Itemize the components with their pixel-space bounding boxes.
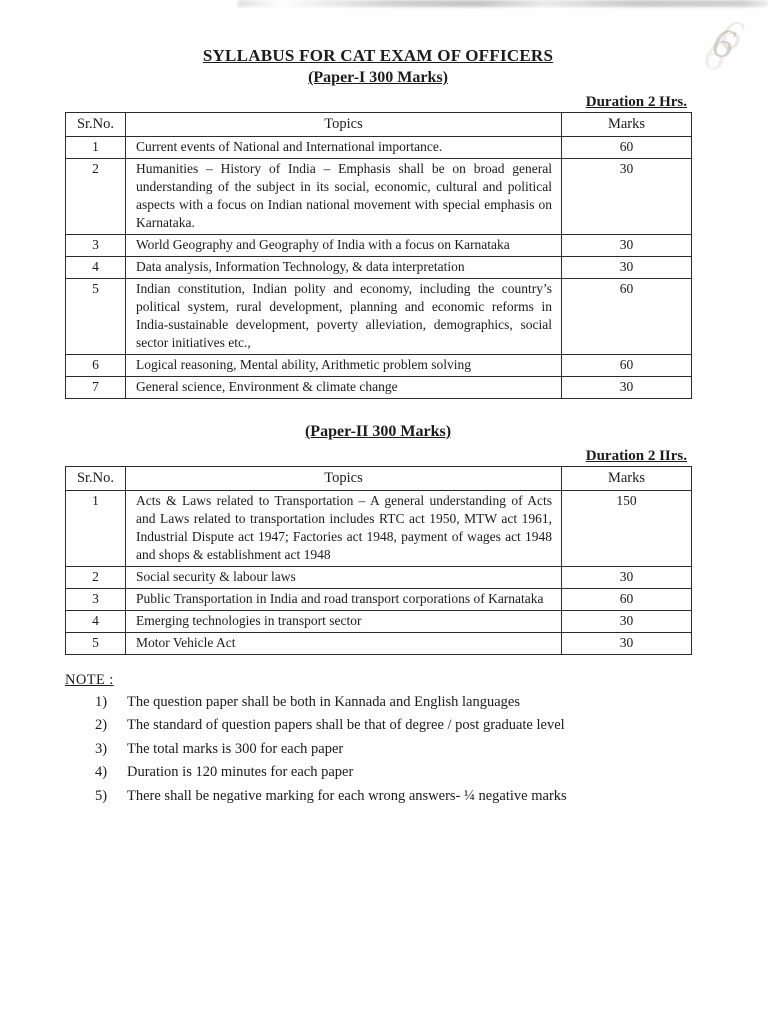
row-topic: Logical reasoning, Mental ability, Arithmetic problem solving: [126, 354, 562, 376]
document-content: [65, 46, 691, 806]
note-item-text: There shall be negative marking for each wrong answers- ¼ negative marks: [127, 787, 567, 804]
table-row: [66, 376, 692, 398]
column-header-srno: Sr.No.: [66, 466, 126, 490]
row-srno: 1: [66, 490, 126, 566]
row-topic: Acts & Laws related to Transportation – A general understanding of Acts and Laws related to transportation includes RTC act 1950, MTW act 1961, Industrial Dispute act 1947; Factories act 1948, payment of wages act 1948 and shops & establishment act 1948: [126, 490, 562, 566]
note-item: [65, 763, 691, 783]
row-marks: 60: [562, 137, 692, 159]
row-marks: 30: [562, 235, 692, 257]
row-srno: 2: [66, 159, 126, 235]
note-item-text: The question paper shall be both in Kannada and English languages: [127, 693, 521, 710]
row-srno: 5: [66, 278, 126, 354]
row-marks: 30: [562, 632, 692, 654]
note-item-text: Duration is 120 minutes for each paper: [127, 764, 354, 781]
row-topic: Social security & labour laws: [126, 566, 562, 588]
table-row: [66, 278, 692, 354]
row-marks: 60: [562, 588, 692, 610]
scan-artifact-top-edge: [238, 0, 768, 7]
column-header-marks: Marks: [562, 466, 692, 490]
handwritten-pencil-mark: 6: [707, 19, 740, 69]
note-label: NOTE :: [65, 671, 114, 688]
row-topic: Current events of National and International importance.: [126, 137, 562, 159]
row-topic: Emerging technologies in transport sector: [126, 610, 562, 632]
note-item: [65, 693, 691, 713]
row-marks: 30: [562, 257, 692, 279]
note-item-number: 5): [95, 787, 108, 804]
row-srno: 3: [66, 235, 126, 257]
table-row: [66, 632, 692, 654]
row-srno: 4: [66, 610, 126, 632]
row-marks: 30: [562, 566, 692, 588]
note-item-number: 1): [95, 693, 108, 710]
table-row: [66, 588, 692, 610]
table-row: [66, 610, 692, 632]
table-row: [66, 235, 692, 257]
table-header-row: [66, 466, 692, 490]
row-srno: 4: [66, 257, 126, 279]
table-row: [66, 257, 692, 279]
note-item: [65, 740, 691, 760]
row-marks: 30: [562, 610, 692, 632]
row-topic: World Geography and Geography of India with a focus on Karnataka: [126, 235, 562, 257]
paper2-duration: Duration 2 IIrs.: [585, 447, 687, 464]
row-topic: Data analysis, Information Technology, & data interpretation: [126, 257, 562, 279]
column-header-srno: Sr.No.: [66, 113, 126, 137]
row-marks: 60: [562, 278, 692, 354]
row-marks: 30: [562, 159, 692, 235]
note-item-text: The total marks is 300 for each paper: [127, 740, 344, 757]
row-topic: General science, Environment & climate change: [126, 376, 562, 398]
column-header-topics: Topics: [126, 113, 562, 137]
row-marks: 30: [562, 376, 692, 398]
row-srno: 2: [66, 566, 126, 588]
row-srno: 5: [66, 632, 126, 654]
note-item: [65, 716, 691, 736]
note-item-text: The standard of question papers shall be that of degree / post graduate level: [127, 717, 565, 734]
note-item-number: 2): [95, 717, 108, 734]
table-header-row: [66, 113, 692, 137]
column-header-marks: Marks: [562, 113, 692, 137]
table-row: [66, 354, 692, 376]
table-row: [66, 137, 692, 159]
row-marks: 60: [562, 354, 692, 376]
row-srno: 1: [66, 137, 126, 159]
row-marks: 150: [562, 490, 692, 566]
row-topic: Humanities – History of India – Emphasis shall be on broad general understanding of the subject in its social, economic, cultural and political aspects with a focus on Indian national movement with special emphasis on Karnataka.: [126, 159, 562, 235]
paper2-syllabus-table: [65, 466, 692, 655]
column-header-topics: Topics: [126, 466, 562, 490]
note-item-number: 4): [95, 764, 108, 781]
row-srno: 3: [66, 588, 126, 610]
table-row: [66, 490, 692, 566]
table-row: [66, 159, 692, 235]
paper1-syllabus-table: [65, 112, 692, 399]
row-srno: 7: [66, 376, 126, 398]
note-item: [65, 787, 691, 807]
table-row: [66, 566, 692, 588]
paper1-heading: (Paper-I 300 Marks): [308, 69, 448, 86]
row-topic: Indian constitution, Indian polity and economy, including the country’s political system, rural development, planning and economic reforms in India-sustainable development, poverty alleviation, demographics, social sector initiatives etc.,: [126, 278, 562, 354]
note-item-number: 3): [95, 740, 108, 757]
row-topic: Motor Vehicle Act: [126, 632, 562, 654]
paper2-heading: (Paper-II 300 Marks): [304, 422, 452, 440]
note-section: [65, 672, 691, 807]
row-srno: 6: [66, 354, 126, 376]
document-title: SYLLABUS FOR CAT EXAM OF OFFICERS: [202, 46, 554, 65]
row-topic: Public Transportation in India and road transport corporations of Karnataka: [126, 588, 562, 610]
paper1-duration: Duration 2 Hrs.: [585, 94, 687, 110]
